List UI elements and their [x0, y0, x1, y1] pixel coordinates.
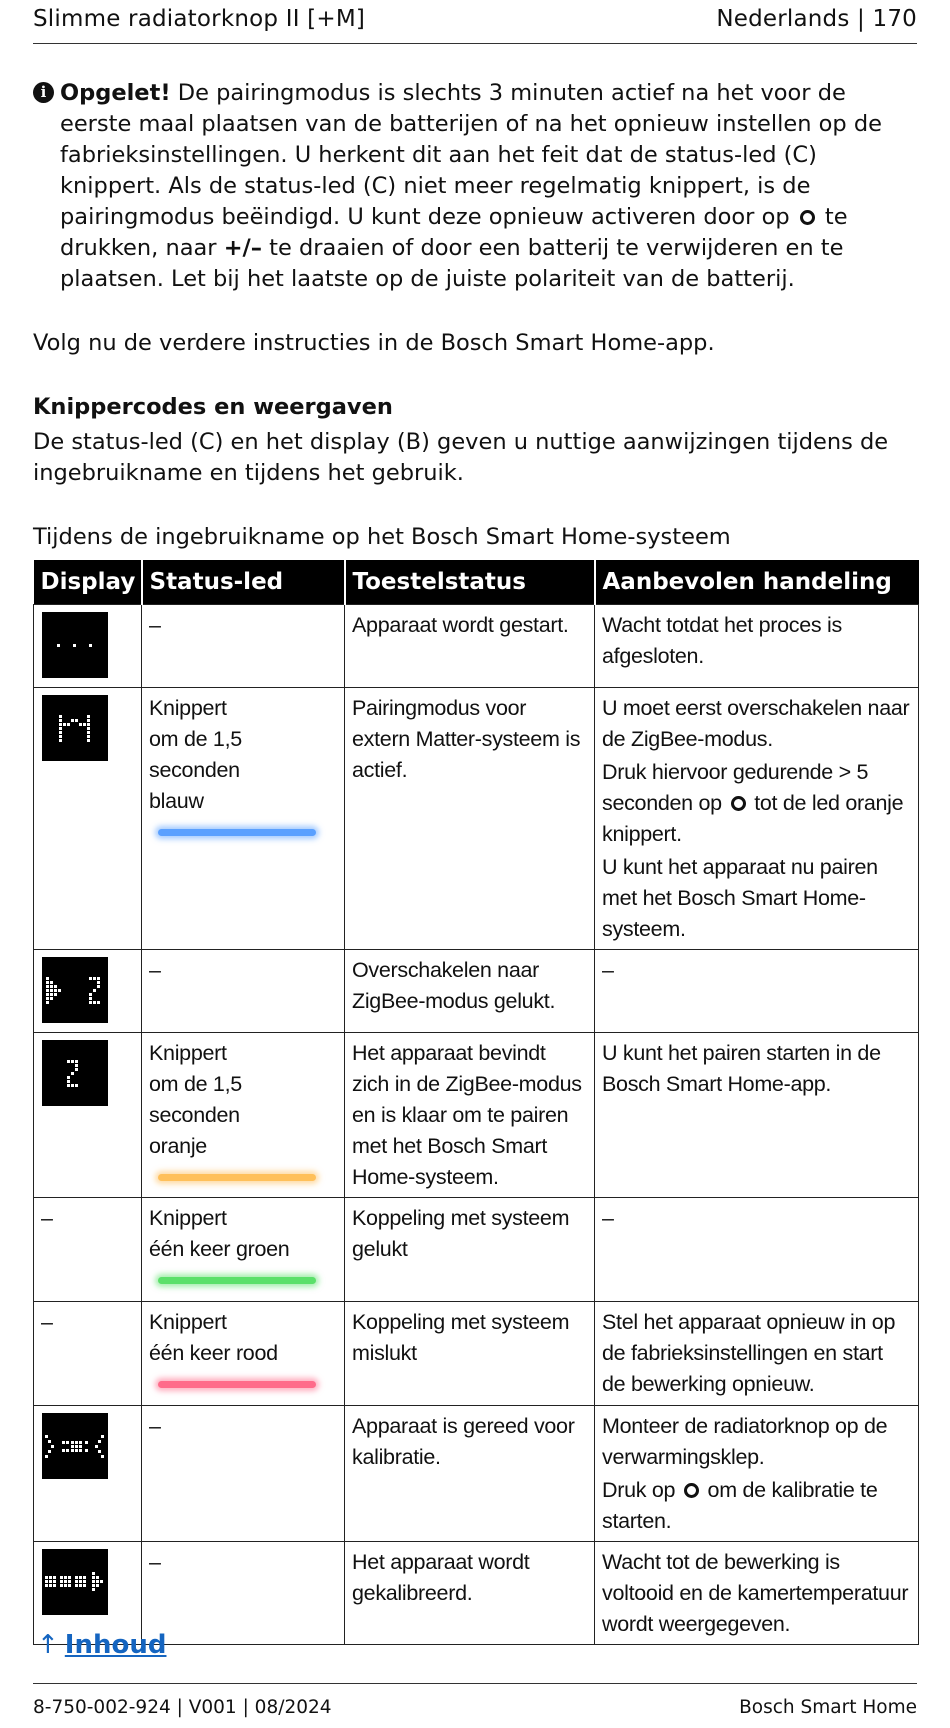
toc-link[interactable]: [37, 1630, 166, 1660]
led-blue-blink-icon: [158, 829, 316, 836]
action-cell: [595, 1405, 919, 1541]
display-cell: [34, 949, 142, 1032]
action-cell: Wacht tot de bewerking is voltooid en de kamertemperatuur wordt weergegeven.: [595, 1541, 919, 1644]
col-header-action: Aanbevolen handeling: [595, 560, 919, 604]
table-caption: Tijdens de ingebruikname op het Bosch Smart Home-systeem: [33, 524, 731, 550]
note-text-1: De pairingmodus is slechts 3 minuten actief na het voor de eerste maal plaatsen van de batterijen of na het opnieuw instellen op de fabrieksinstellingen. U herkent dit aan het feit dat de status-led (C) knippert. Als de status-led (C) niet meer regelmatig knippert, is de pairingmodus beëindigd. U kunt deze opnieuw activeren door op: [60, 80, 882, 230]
led-orange-blink-icon: [158, 1174, 316, 1181]
attention-note: [33, 78, 917, 295]
note-body: [60, 78, 917, 295]
status-cell: Het apparaat bevindt zich in de ZigBee-modus en is klaar om te pairen met het Bosch Smart Home-systeem.: [345, 1032, 595, 1197]
led-line-2: één keer groen: [149, 1236, 290, 1261]
led-cell: [142, 1197, 345, 1301]
led-line-3: oranje: [149, 1133, 207, 1158]
col-header-status-led: Status-led: [142, 560, 345, 604]
note-bold: Opgelet!: [60, 80, 171, 106]
col-header-display: Display: [34, 560, 142, 604]
led-cell: [142, 1032, 345, 1197]
display-cell: –: [34, 1197, 142, 1301]
display-calibrating-icon: [42, 1549, 108, 1615]
note-plusminus: +/–: [223, 235, 263, 261]
blink-codes-table: [33, 560, 919, 1645]
action-line-2a: Druk hiervoor gedurende > 5 seconden op: [602, 759, 869, 815]
display-cell: [34, 1405, 142, 1541]
table-header-row: [34, 560, 919, 604]
led-cell: [142, 687, 345, 949]
button-ring-icon: [731, 796, 746, 811]
document-title: Slimme radiatorknop II [+M]: [33, 6, 366, 32]
display-dots-icon: [42, 612, 108, 678]
table-row: [34, 949, 919, 1032]
status-cell: Koppeling met systeem gelukt: [345, 1197, 595, 1301]
page-header: [33, 0, 917, 44]
led-cell: [142, 1301, 345, 1405]
table-row: [34, 1032, 919, 1197]
status-cell: Apparaat is gereed voor kalibratie.: [345, 1405, 595, 1541]
action-line-1: U moet eerst overschakelen naar de ZigBee-modus.: [602, 695, 910, 751]
status-cell: Apparaat wordt gestart.: [345, 604, 595, 687]
display-calibration-ready-icon: [42, 1413, 108, 1479]
section-intro: De status-led (C) en het display (B) geven u nuttige aanwijzingen tijdens de ingebruikname en tijdens het gebruik.: [33, 429, 889, 486]
led-red-blink-icon: [158, 1381, 316, 1388]
led-cell: –: [142, 949, 345, 1032]
follow-instructions: Volg nu de verdere instructies in de Bosch Smart Home-app.: [33, 330, 715, 356]
led-cell: –: [142, 604, 345, 687]
led-cell: –: [142, 1405, 345, 1541]
status-cell: Pairingmodus voor extern Matter-systeem is actief.: [345, 687, 595, 949]
action-cell: –: [595, 949, 919, 1032]
table-row: [34, 1301, 919, 1405]
led-line-1: Knippert: [149, 695, 227, 720]
led-line-2: om de 1,5 seconden: [149, 726, 242, 782]
table-row: [34, 604, 919, 687]
led-cell: –: [142, 1541, 345, 1644]
document-id: 8-750-002-924 | V001 | 08/2024: [33, 1697, 332, 1718]
led-line-1: Knippert: [149, 1309, 227, 1334]
display-m-icon: [42, 695, 108, 761]
button-ring-icon: [684, 1483, 699, 1498]
col-header-device-status: Toestelstatus: [345, 560, 595, 604]
display-cell: [34, 604, 142, 687]
led-line-1: Knippert: [149, 1040, 227, 1065]
display-cell: [34, 687, 142, 949]
status-cell: Koppeling met systeem mislukt: [345, 1301, 595, 1405]
led-line-2: om de 1,5 seconden: [149, 1071, 242, 1127]
display-z-icon: [42, 1040, 108, 1106]
status-cell: Overschakelen naar ZigBee-modus gelukt.: [345, 949, 595, 1032]
led-green-blink-icon: [158, 1277, 316, 1284]
info-icon: i: [33, 82, 54, 103]
action-cell: [595, 687, 919, 949]
table-row: [34, 1405, 919, 1541]
status-cell: Het apparaat wordt gekalibreerd.: [345, 1541, 595, 1644]
led-line-1: Knippert: [149, 1205, 227, 1230]
section-heading: Knippercodes en weergaven: [33, 394, 393, 420]
table-row: [34, 1197, 919, 1301]
display-cell: [34, 1032, 142, 1197]
action-line-1: Monteer de radiatorknop op de verwarmingsklep.: [602, 1413, 888, 1469]
action-line-2a: Druk op: [602, 1477, 681, 1502]
arrow-up-icon: ↑: [37, 1630, 59, 1660]
page-number: Nederlands | 170: [716, 6, 917, 32]
note-text-2: te drukken, naar: [60, 204, 848, 261]
table-row: [34, 1541, 919, 1644]
led-line-3: blauw: [149, 788, 204, 813]
action-cell: –: [595, 1197, 919, 1301]
page-footer: [33, 1683, 917, 1718]
brand-name: Bosch Smart Home: [739, 1697, 917, 1718]
button-ring-icon: [800, 210, 815, 225]
table-row: [34, 687, 919, 949]
action-cell: Wacht totdat het proces is afgesloten.: [595, 604, 919, 687]
led-line-2: één keer rood: [149, 1340, 278, 1365]
display-cell: –: [34, 1301, 142, 1405]
display-arrow-z-icon: [42, 957, 108, 1023]
action-cell: Stel het apparaat opnieuw in op de fabrieksinstellingen en start de bewerking opnieuw.: [595, 1301, 919, 1405]
action-line-2b: tot de led oranje knippert.: [602, 790, 904, 846]
action-line-3: U kunt het apparaat nu pairen met het Bosch Smart Home-systeem.: [602, 854, 878, 941]
toc-link-label[interactable]: Inhoud: [64, 1630, 167, 1660]
note-text-3: te draaien of door een batterij te verwijderen en te plaatsen. Let bij het laatste op de juiste polariteit van de batterij.: [60, 235, 844, 292]
action-line-2b: om de kalibratie te starten.: [602, 1477, 878, 1533]
display-cell: [34, 1541, 142, 1644]
action-cell: U kunt het pairen starten in de Bosch Smart Home-app.: [595, 1032, 919, 1197]
